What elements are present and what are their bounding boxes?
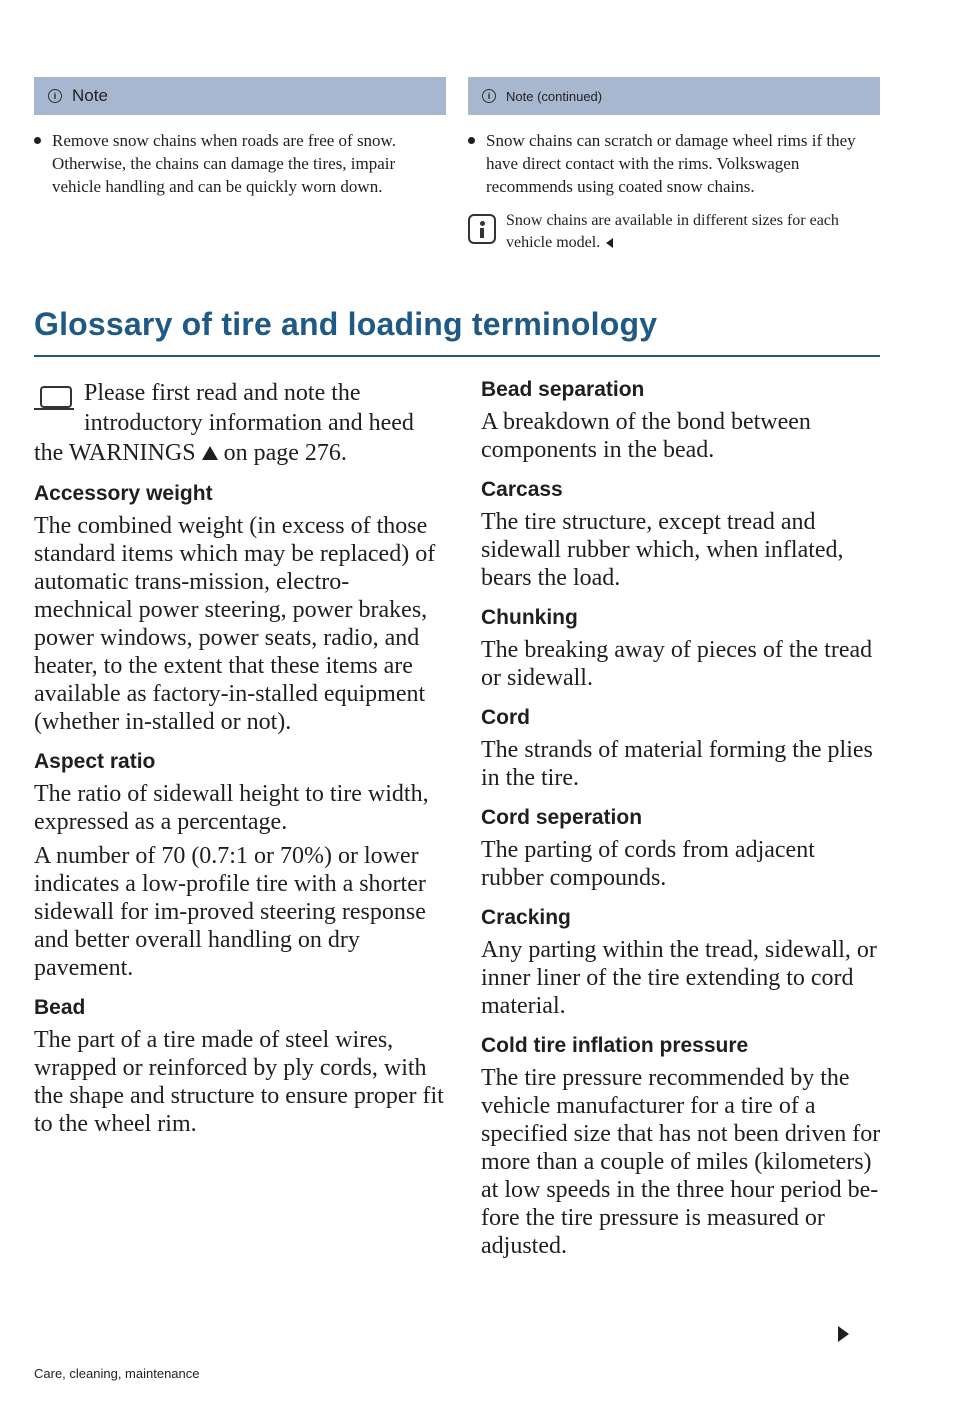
term-title: Aspect ratio [34, 750, 156, 773]
note-item: Remove snow chains when roads are free of snow. Otherwise, the chains can damage the tires, impair vehicle handling and can be quickly worn down. [34, 129, 446, 198]
term-definition: The part of a tire made of steel wires, wrapped or reinforced by ply cords, with the shape and structure to ensure proper fit to the wheel rim. [34, 1027, 444, 1137]
term-title: Chunking [481, 606, 578, 629]
term-definition: The tire pressure recommended by the vehicle manufacturer for a tire of a specified size that has not been driven for more than a couple of miles (kilometers) at low speeds in the three hour period be-fore the tire pressure is measured or adjusted. [481, 1065, 881, 1259]
note-list [468, 129, 880, 198]
glossary-column-right [481, 378, 881, 1274]
term-definition: The strands of material forming the plies in the tire. [481, 737, 873, 791]
note-header-continued [468, 77, 880, 115]
glossary-term [481, 706, 881, 792]
note-box-right [468, 77, 880, 254]
term-title: Carcass [481, 478, 563, 501]
term-definition: A number of 70 (0.7:1 or 70%) or lower indicates a low-profile tire with a shorter sidewall for im-proved steering response and better overall handling on dry pavement. [34, 843, 426, 981]
intro-paragraph [34, 378, 446, 468]
intro-text: Please first read and note the introductory information and heed the WARNINGS [34, 380, 414, 466]
info-circle-icon: i [48, 89, 62, 103]
continue-arrow-icon [838, 1326, 849, 1342]
glossary-term [481, 906, 881, 1020]
term-title: Accessory weight [34, 482, 213, 505]
term-title: Bead [34, 996, 86, 1019]
term-definition: The tire structure, except tread and sidewall rubber which, when inflated, bears the load. [481, 509, 844, 591]
term-title: Cracking [481, 906, 571, 929]
info-text: Snow chains are available in different sizes for each vehicle model. [506, 212, 839, 251]
back-arrow-icon [606, 238, 613, 248]
glossary-term [481, 478, 881, 592]
note-title: Note [72, 86, 108, 105]
warning-triangle-icon [202, 446, 218, 460]
term-definition: The combined weight (in excess of those standard items which may be replaced) of automatic trans-mission, electro-mechnical power steering, power brakes, power windows, power seats, radio, and heater, to the extent that these items are available as factory-in-stalled equipment (whether in-stalled or not). [34, 513, 436, 735]
term-title: Cold tire inflation pressure [481, 1034, 749, 1057]
info-icon [468, 214, 496, 244]
glossary-term [481, 806, 881, 892]
term-title: Cord seperation [481, 806, 643, 829]
intro-text-page: on page 276. [223, 440, 347, 466]
glossary-term [481, 606, 881, 692]
glossary-term [34, 996, 446, 1138]
glossary-term [481, 1034, 881, 1260]
glossary-term [34, 750, 446, 982]
term-definition: Any parting within the tread, sidewall, or inner liner of the tire extending to cord material. [481, 937, 877, 1019]
term-title: Bead separation [481, 378, 645, 401]
info-circle-icon: i [482, 89, 496, 103]
note-header [34, 77, 446, 115]
term-definition: A breakdown of the bond between components in the bead. [481, 409, 811, 463]
glossary-term [34, 482, 446, 736]
page-footer: Care, cleaning, maintenance [34, 1366, 200, 1381]
title-divider [34, 355, 880, 357]
book-icon [34, 386, 74, 412]
note-item: Snow chains can scratch or damage wheel rims if they have direct contact with the rims. Volkswagen recommends using coated snow chains. [468, 129, 880, 198]
term-definition: The ratio of sidewall height to tire width, expressed as a percentage. [34, 781, 429, 835]
term-title: Cord [481, 706, 530, 729]
glossary-column-left [34, 378, 446, 1152]
section-title: Glossary of tire and loading terminology [34, 306, 658, 342]
info-paragraph [468, 210, 880, 254]
note-box-left [34, 77, 446, 198]
note-title: Note (continued) [506, 88, 603, 104]
glossary-term [481, 378, 881, 464]
term-definition: The parting of cords from adjacent rubber compounds. [481, 837, 815, 891]
term-definition: The breaking away of pieces of the tread or sidewall. [481, 637, 873, 691]
note-list [34, 129, 446, 198]
